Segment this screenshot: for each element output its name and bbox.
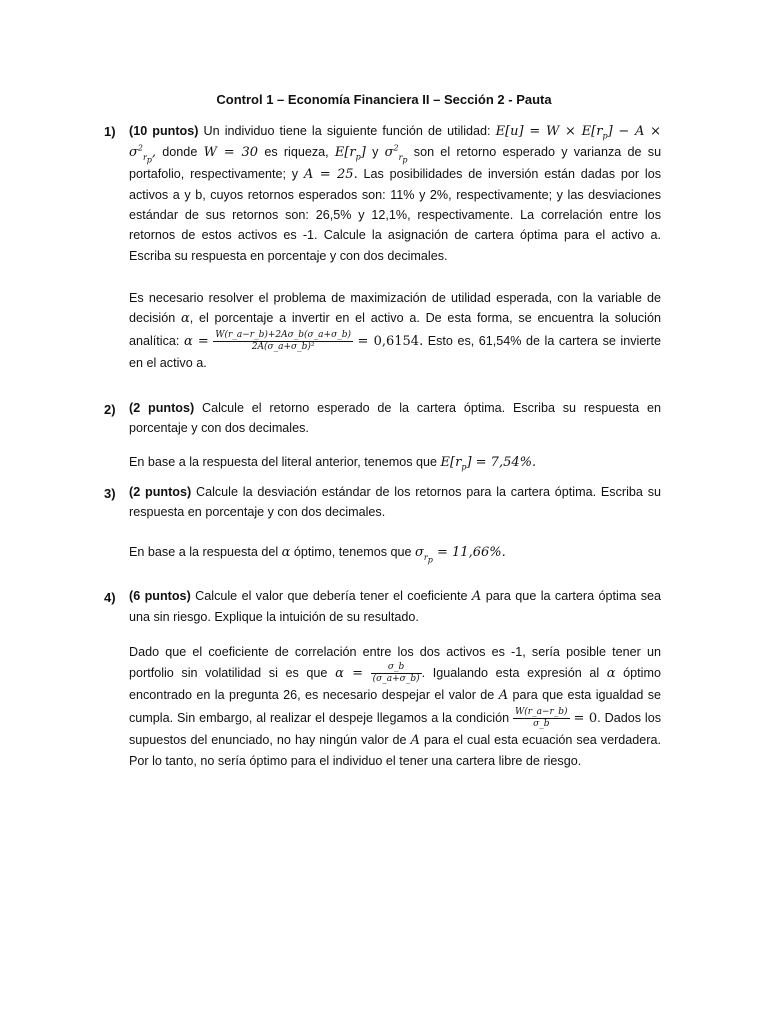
question-1-points: (10 puntos): [129, 124, 199, 138]
optimal-alpha-fraction: $\frac{W(r\_a-r\_b)+2A\sigma\_b(\sigma\_a+\sigma\_b)}{\text{2A(σ\_a+σ\_b)²}}$: [215, 329, 351, 352]
question-2-number: 2): [104, 402, 116, 417]
alpha-result: = 0,6154.: [357, 333, 424, 349]
expected-return-symbol: $E[r_p]$: [334, 145, 366, 162]
equals-zero: = 0: [573, 710, 598, 726]
question-1-text-b: donde: [162, 145, 198, 160]
coefficient-a-symbol: A: [410, 732, 420, 748]
question-1-text-d: y: [372, 145, 379, 160]
alpha-symbol: α: [281, 545, 291, 560]
question-3-number: 3): [104, 486, 116, 501]
question-4-text: (6 puntos) Calcule el valor que debería tener el coeficiente A para que la cartera óptima sea una sin riesgo. Explique la intuición de su resultado.: [129, 589, 662, 625]
answer-1-text-b: , el porcentaje a invertir en el activo a. De esta forma, se encuentra la solución analítica:: [129, 311, 661, 348]
question-1-number: 1): [104, 124, 116, 139]
std-dev-result: $\sigma_{r_p} = 11,66\%$.: [415, 545, 506, 565]
question-1-text-c: es riqueza,: [264, 145, 329, 160]
condition-fraction: $\frac{W(r\_a-r\_b)}{\sigma\_b}$: [515, 706, 568, 729]
question-4-points: (6 puntos): [129, 589, 191, 603]
utility-formula: $E[u] = W \times E[r_p] - A \times \sigma^2_{r_p}$,: [129, 124, 661, 165]
question-2-text: (2 puntos) Calcule el retorno esperado de la cartera óptima. Escriba su respuesta en porcentaje y con dos decimales.: [129, 401, 661, 436]
question-1-text-a: Un individuo tiene la siguiente función de utilidad:: [203, 124, 491, 138]
risk-aversion-value: A = 25.: [303, 166, 358, 182]
question-2-answer: En base a la respuesta del literal anterior, tenemos que $E[r_p] = 7,54\%$.: [129, 455, 537, 472]
question-1-text-e: son el retorno esperado y varianza de su portafolio, respectivamente; y: [129, 145, 662, 181]
question-3-text: (2 puntos) Calcule la desviación estándar de los retornos para la cartera óptima. Escriba su respuesta en porcentaje y con dos decimales.: [129, 485, 661, 520]
question-2-points: (2 puntos): [129, 401, 195, 415]
min-variance-fraction: $\frac{\sigma\_b}{(\sigma\_a+\sigma\_b)}$: [372, 662, 420, 685]
answer-1-text-c: Esto es, 61,54% de la cartera se invierte en el activo a.: [129, 333, 662, 370]
variance-symbol: $\sigma^2_{r_p}$: [384, 143, 408, 165]
question-3-points: (2 puntos): [129, 485, 192, 499]
alpha-symbol: α: [606, 666, 616, 682]
document-title: Control 1 – Economía Financiera II – Sección 2 - Pauta: [216, 92, 552, 107]
answer-1-text-a: Es necesario resolver el problema de maximización de utilidad esperada, con la variable de decisión: [129, 291, 661, 326]
alpha-symbol: α: [180, 311, 190, 327]
expected-return-result: $E[r_p] = 7,54\%$.: [440, 455, 537, 472]
coefficient-a-symbol: A: [498, 688, 509, 704]
question-4-number: 4): [104, 590, 116, 605]
question-1-text-f: Las posibilidades de inversión están dadas por los activos a y b, cuyos retornos esperados son: 11% y 2%, respectivamente; y las desviaciones estándar de sus retornos son: 26,5% y 12,1%, respectivamente. La correlación entre los retornos de estos activos es -1. Calcule la asignación de cartera óptima para el activo a. Escriba su respuesta en porcentaje y con dos decimales.: [129, 166, 661, 263]
alpha-equals: α =: [183, 333, 209, 349]
question-4-answer: Dado que el coeficiente de correlación entre los dos activos es -1, sería posible tener un portfolio sin volatilidad si es que α = $\frac{\sigma\_b}{(\sigma\_a+\sigma\_b)}$ . Igualando esta expresión al α óptimo encontrado en la pregunta 26, es necesario despejar el valor de A para que esta igualdad se cumpla. Sin embargo, al realizar el despeje llegamos a la condición $\frac{W(r\_a-r\_b)}{\sigma\_b}$ = 0. Dados los supuestos del enunciado, no hay ningún valor de A para el cual esta ecuación sea verdadera. Por lo tanto, no sería óptimo para el individuo el tener una cartera libre de riesgo.: [129, 645, 662, 768]
question-1-answer: [129, 288, 661, 373]
question-1-text: [129, 121, 661, 266]
coefficient-a-symbol: A: [471, 589, 482, 604]
alpha-equals: α =: [335, 666, 363, 682]
wealth-value: W = 30: [203, 145, 259, 161]
question-3-answer: En base a la respuesta del α óptimo, tenemos que $\sigma_{r_p} = 11,66\%$.: [129, 545, 506, 565]
